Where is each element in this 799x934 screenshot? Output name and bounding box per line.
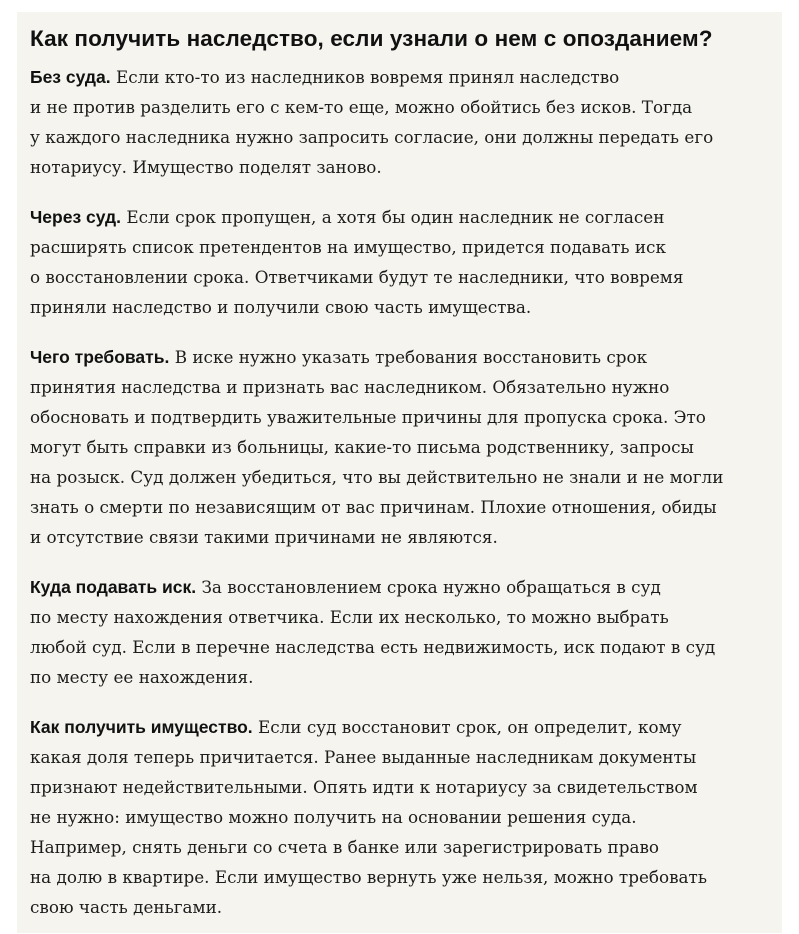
- paragraph-line: приняли наследство и получили свою часть имущества.: [30, 297, 532, 317]
- paragraph-line: свою часть деньгами.: [30, 897, 223, 917]
- section-lead: Куда подавать иск.: [30, 577, 197, 597]
- paragraph-line: могут быть справки из больницы, какие-то письма родственнику, запросы: [30, 437, 694, 457]
- paragraph-line: какая доля теперь причитается. Ранее выданные наследникам документы: [30, 747, 697, 767]
- paragraph-line: нотариусу. Имущество поделят заново.: [30, 157, 382, 177]
- section-without-court: [30, 62, 768, 182]
- section-lead: Через суд.: [30, 207, 122, 227]
- section-where-to-file: [30, 572, 768, 692]
- section-through-court: [30, 202, 768, 322]
- section-lead: Чего требовать.: [30, 347, 170, 367]
- paragraph-line: [30, 572, 768, 602]
- paragraph-line: [30, 712, 768, 742]
- paragraph-line: принятия наследства и признать вас наследником. Обязательно нужно: [30, 377, 670, 397]
- paragraph-line: о восстановлении срока. Ответчиками будут те наследники, что вовремя: [30, 267, 684, 287]
- paragraph-line: Например, снять деньги со счета в банке или зарегистрировать право: [30, 837, 659, 857]
- section-how-to-get-property: [30, 712, 768, 922]
- section-lead: Без суда.: [30, 67, 111, 87]
- paragraph-line: и не против разделить его с кем-то еще, можно обойтись без исков. Тогда: [30, 97, 693, 117]
- paragraph-line: признают недействительными. Опять идти к нотариусу за свидетельством: [30, 777, 698, 797]
- paragraph-line: и отсутствие связи такими причинами не являются.: [30, 527, 498, 547]
- paragraph-line: обосновать и подтвердить уважительные причины для пропуска срока. Это: [30, 407, 706, 427]
- line-text: В иске нужно указать требования восстановить срок: [174, 347, 648, 367]
- paragraph-line: не нужно: имущество можно получить на основании решения суда.: [30, 807, 637, 827]
- paragraph-line: по месту нахождения ответчика. Если их несколько, то можно выбрать: [30, 607, 669, 627]
- line-text: Если суд восстановит срок, он определит, кому: [258, 717, 682, 737]
- line-text: Если срок пропущен, а хотя бы один наследник не согласен: [126, 207, 665, 227]
- line-text: За восстановлением срока нужно обращаться в суд: [201, 577, 661, 597]
- paragraph-line: знать о смерти по независящим от вас причинам. Плохие отношения, обиды: [30, 497, 717, 517]
- paragraph-line: [30, 62, 768, 92]
- paragraph-line: [30, 202, 768, 232]
- section-lead: Как получить имущество.: [30, 717, 253, 737]
- article-title: Как получить наследство, если узнали о нем с опозданием?: [30, 26, 713, 51]
- paragraph-line: [30, 342, 768, 372]
- section-what-to-demand: [30, 342, 768, 552]
- line-text: Если кто-то из наследников вовремя принял наследство: [115, 67, 620, 87]
- paragraph-line: на долю в квартире. Если имущество вернуть уже нельзя, можно требовать: [30, 867, 707, 887]
- paragraph-line: любой суд. Если в перечне наследства есть недвижимость, иск подают в суд: [30, 637, 716, 657]
- paragraph-line: расширять список претендентов на имущество, придется подавать иск: [30, 237, 666, 257]
- paragraph-line: по месту ее нахождения.: [30, 667, 254, 687]
- paragraph-line: на розыск. Суд должен убедиться, что вы действительно не знали и не могли: [30, 467, 724, 487]
- paragraph-line: у каждого наследника нужно запросить согласие, они должны передать его: [30, 127, 714, 147]
- article-card: [17, 12, 782, 933]
